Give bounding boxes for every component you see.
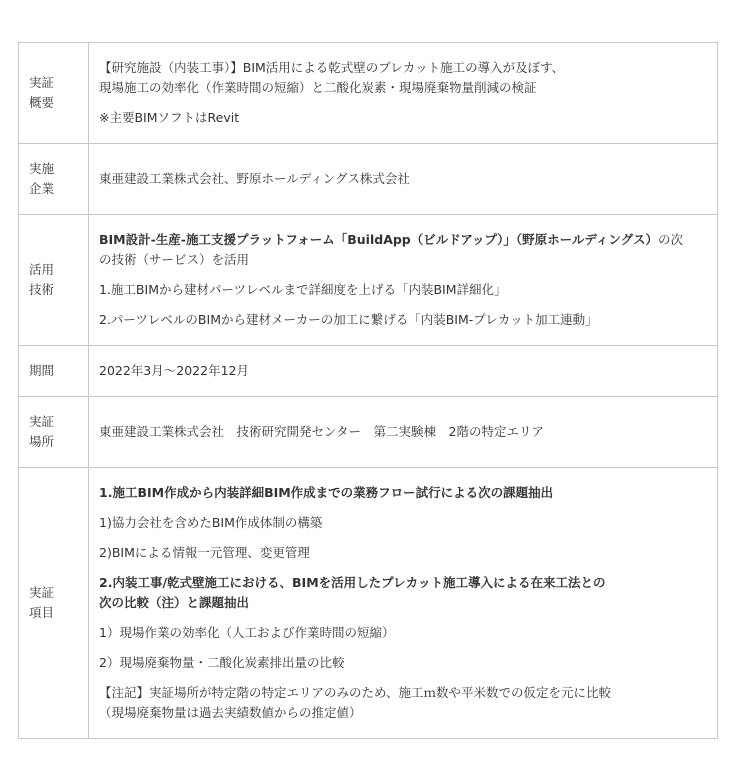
row-label-location: [19, 397, 89, 468]
label-line: 実証: [29, 585, 55, 600]
row-label-period: [19, 346, 89, 397]
project-info-table: [18, 42, 718, 739]
row-label-companies: [19, 144, 89, 215]
label-line: 活用: [29, 262, 55, 277]
row-label-overview: [19, 43, 89, 144]
table-row-companies: [19, 144, 718, 215]
row-content-location: [89, 397, 718, 468]
technology-intro: [99, 230, 707, 250]
items-heading-2-cont: 次の比較（注）と課題抽出: [99, 595, 250, 610]
row-label-items: [19, 468, 89, 739]
platform-name: BIM設計-生産-施工支援プラットフォーム「BuildApp（ビルドアップ）」（野原ホールディングス）: [99, 232, 659, 247]
technology-item-1: 1.施工BIMから建材パーツレベルまで詳細度を上げる「内装BIM詳細化」: [99, 282, 507, 297]
row-label-technology: [19, 215, 89, 346]
row-content-overview: [89, 43, 718, 144]
period-text: 2022年3月～2022年12月: [99, 363, 249, 378]
label-line: 項目: [29, 605, 55, 620]
label-line: 場所: [29, 434, 55, 449]
items2-entry: 1）現場作業の効率化（人工および作業時間の短縮）: [99, 625, 395, 640]
label-line: 実証: [29, 75, 55, 90]
technology-intro-rest: の次: [658, 232, 684, 247]
items1-entry: 2)BIMによる情報一元管理、変更管理: [99, 545, 310, 560]
table-row-location: [19, 397, 718, 468]
items-heading-2: 2.内装工事/乾式壁施工における、BIMを活用したプレカット施工導入による在来工法との: [99, 575, 606, 590]
overview-line-1: 【研究施設（内装工事）】BIM活用による乾式壁のプレカット施工の導入が及ぼす、: [99, 60, 565, 75]
label-line: 企業: [29, 181, 55, 196]
technology-intro-line2: の技術（サービス）を活用: [99, 252, 250, 267]
items1-entry: 1)協力会社を含めたBIM作成体制の構築: [99, 515, 323, 530]
label-line: 概要: [29, 95, 55, 110]
companies-text: 東亜建設工業株式会社、野原ホールディングス株式会社: [99, 171, 410, 186]
table-row-overview: [19, 43, 718, 144]
table-row-period: [19, 346, 718, 397]
row-content-items: [89, 468, 718, 739]
location-text: 東亜建設工業株式会社 技術研究開発センター 第二実験棟 2階の特定エリア: [99, 424, 544, 439]
row-content-technology: [89, 215, 718, 346]
row-content-companies: [89, 144, 718, 215]
row-content-period: [89, 346, 718, 397]
overview-line-2: 現場施工の効率化（作業時間の短縮）と二酸化炭素・現場廃棄物量削減の検証: [99, 80, 537, 95]
label-line: 実証: [29, 414, 55, 429]
overview-software-note: ※主要BIMソフトはRevit: [99, 110, 240, 125]
table-row-technology: [19, 215, 718, 346]
items-note-cont: （現場廃棄物量は過去実績数値からの推定値）: [99, 705, 362, 720]
table-row-items: [19, 468, 718, 739]
items-heading-1: 1.施工BIM作成から内装詳細BIM作成までの業務フロー試行による次の課題抽出: [99, 485, 554, 500]
label-line: 期間: [29, 363, 55, 378]
technology-item-2: 2.パーツレベルのBIMから建材メーカーの加工に繋げる「内装BIM-プレカット加工連動」: [99, 312, 598, 327]
items-note: 【注記】実証場所が特定階の特定エリアのみのため、施工ｍ数や平米数での仮定を元に比較: [99, 685, 612, 700]
label-line: 技術: [29, 282, 55, 297]
label-line: 実施: [29, 161, 55, 176]
items2-entry: 2）現場廃棄物量・二酸化炭素排出量の比較: [99, 655, 345, 670]
